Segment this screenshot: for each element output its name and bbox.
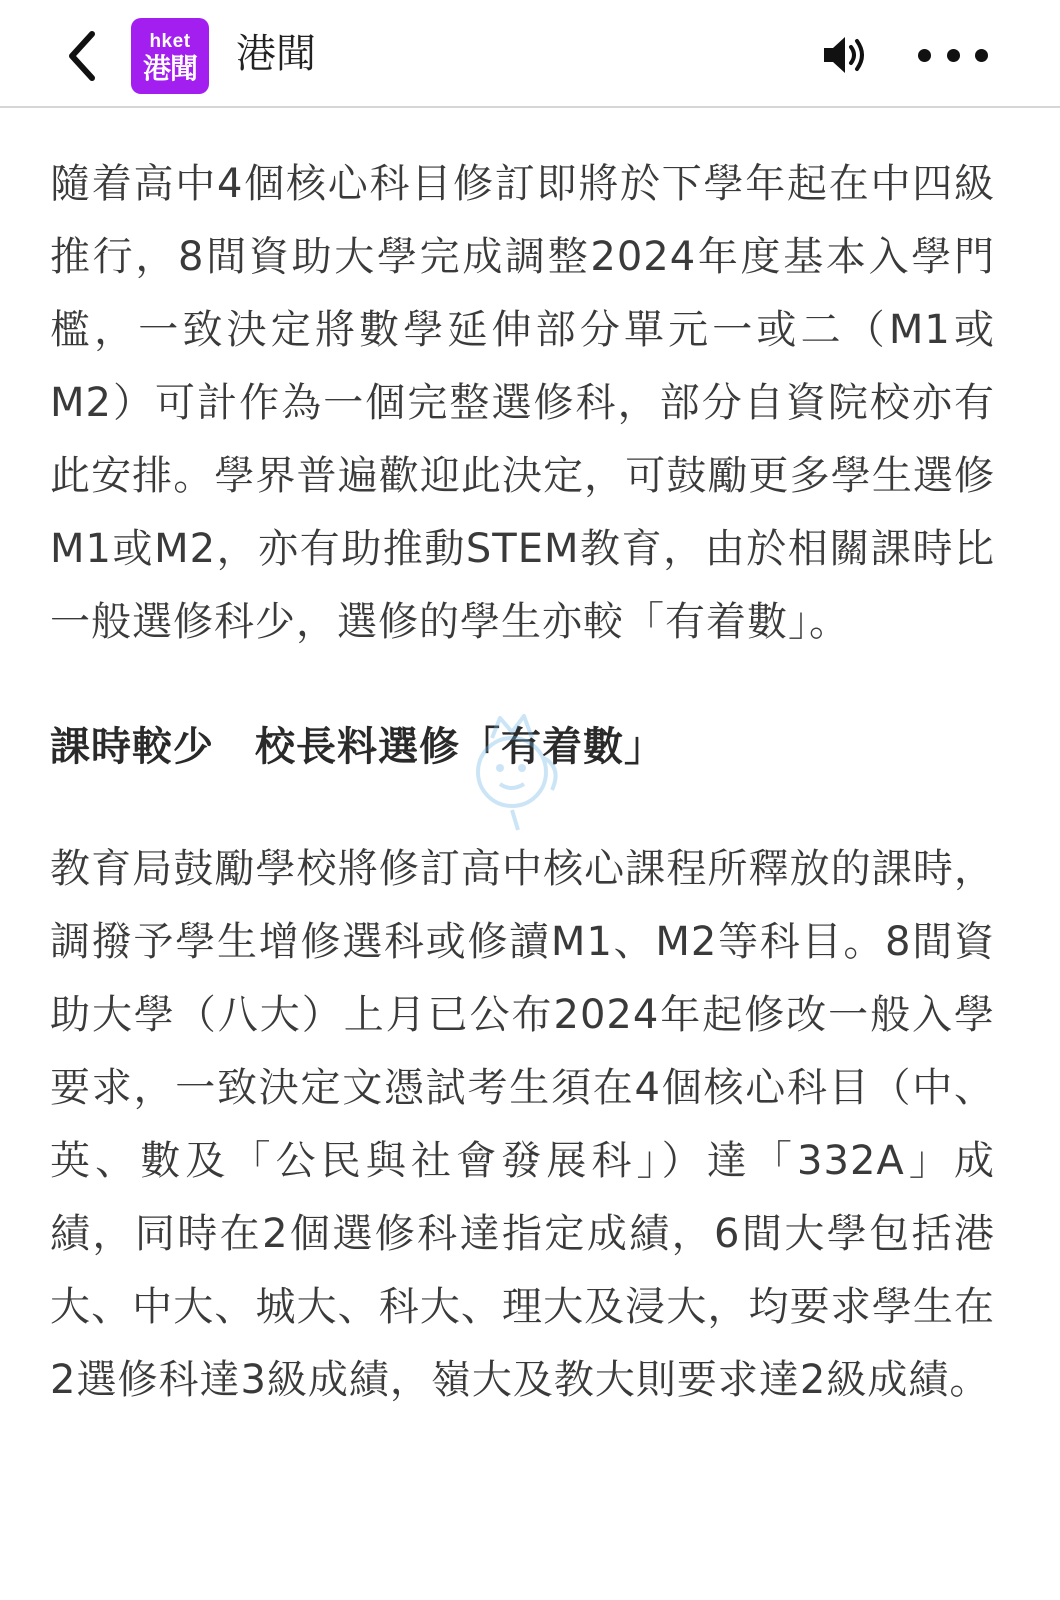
speaker-button[interactable]	[820, 32, 872, 78]
logo-text-chinese: 港聞	[142, 51, 197, 85]
page-title: 港聞	[236, 31, 316, 77]
more-horizontal-icon	[975, 49, 988, 62]
chevron-left-icon	[64, 30, 100, 82]
speaker-icon	[820, 32, 872, 78]
back-button[interactable]	[52, 26, 112, 86]
logo-text-hket: hket	[149, 30, 191, 52]
article-body	[50, 148, 995, 1417]
more-horizontal-icon	[918, 49, 931, 62]
article-paragraph: 教育局鼓勵學校將修訂高中核心課程所釋放的課時，調撥予學生增修選科或修讀M1、M2等科目。8間資助大學（八大）上月已公布2024年起修改一般入學要求，一致決定文憑試考生須在4個核心科目（中、英、數及「公民與社會發展科」）達「332A」成績，同時在2個選修科達指定成績，6間大學包括港大、中大、城大、科大、理大及浸大，均要求學生在2選修科達3級成績，嶺大及教大則要求達2級成績。	[50, 846, 995, 1403]
article-subheading: 課時較少 校長料選修「有着數」	[50, 724, 665, 770]
app-logo	[131, 18, 209, 94]
article-paragraph: 隨着高中4個核心科目修訂即將於下學年起在中四級推行，8間資助大學完成調整2024年度基本入學門檻，一致決定將數學延伸部分單元一或二（M1或M2）可計作為一個完整選修科，部分自資院校亦有此安排。學界普遍歡迎此決定，可鼓勵更多學生選修M1或M2，亦有助推動STEM教育，由於相關課時比一般選修科少，選修的學生亦較「有着數」。	[50, 161, 995, 645]
more-horizontal-icon	[947, 49, 960, 62]
app-header	[0, 0, 1060, 108]
more-options-button[interactable]	[918, 40, 988, 70]
